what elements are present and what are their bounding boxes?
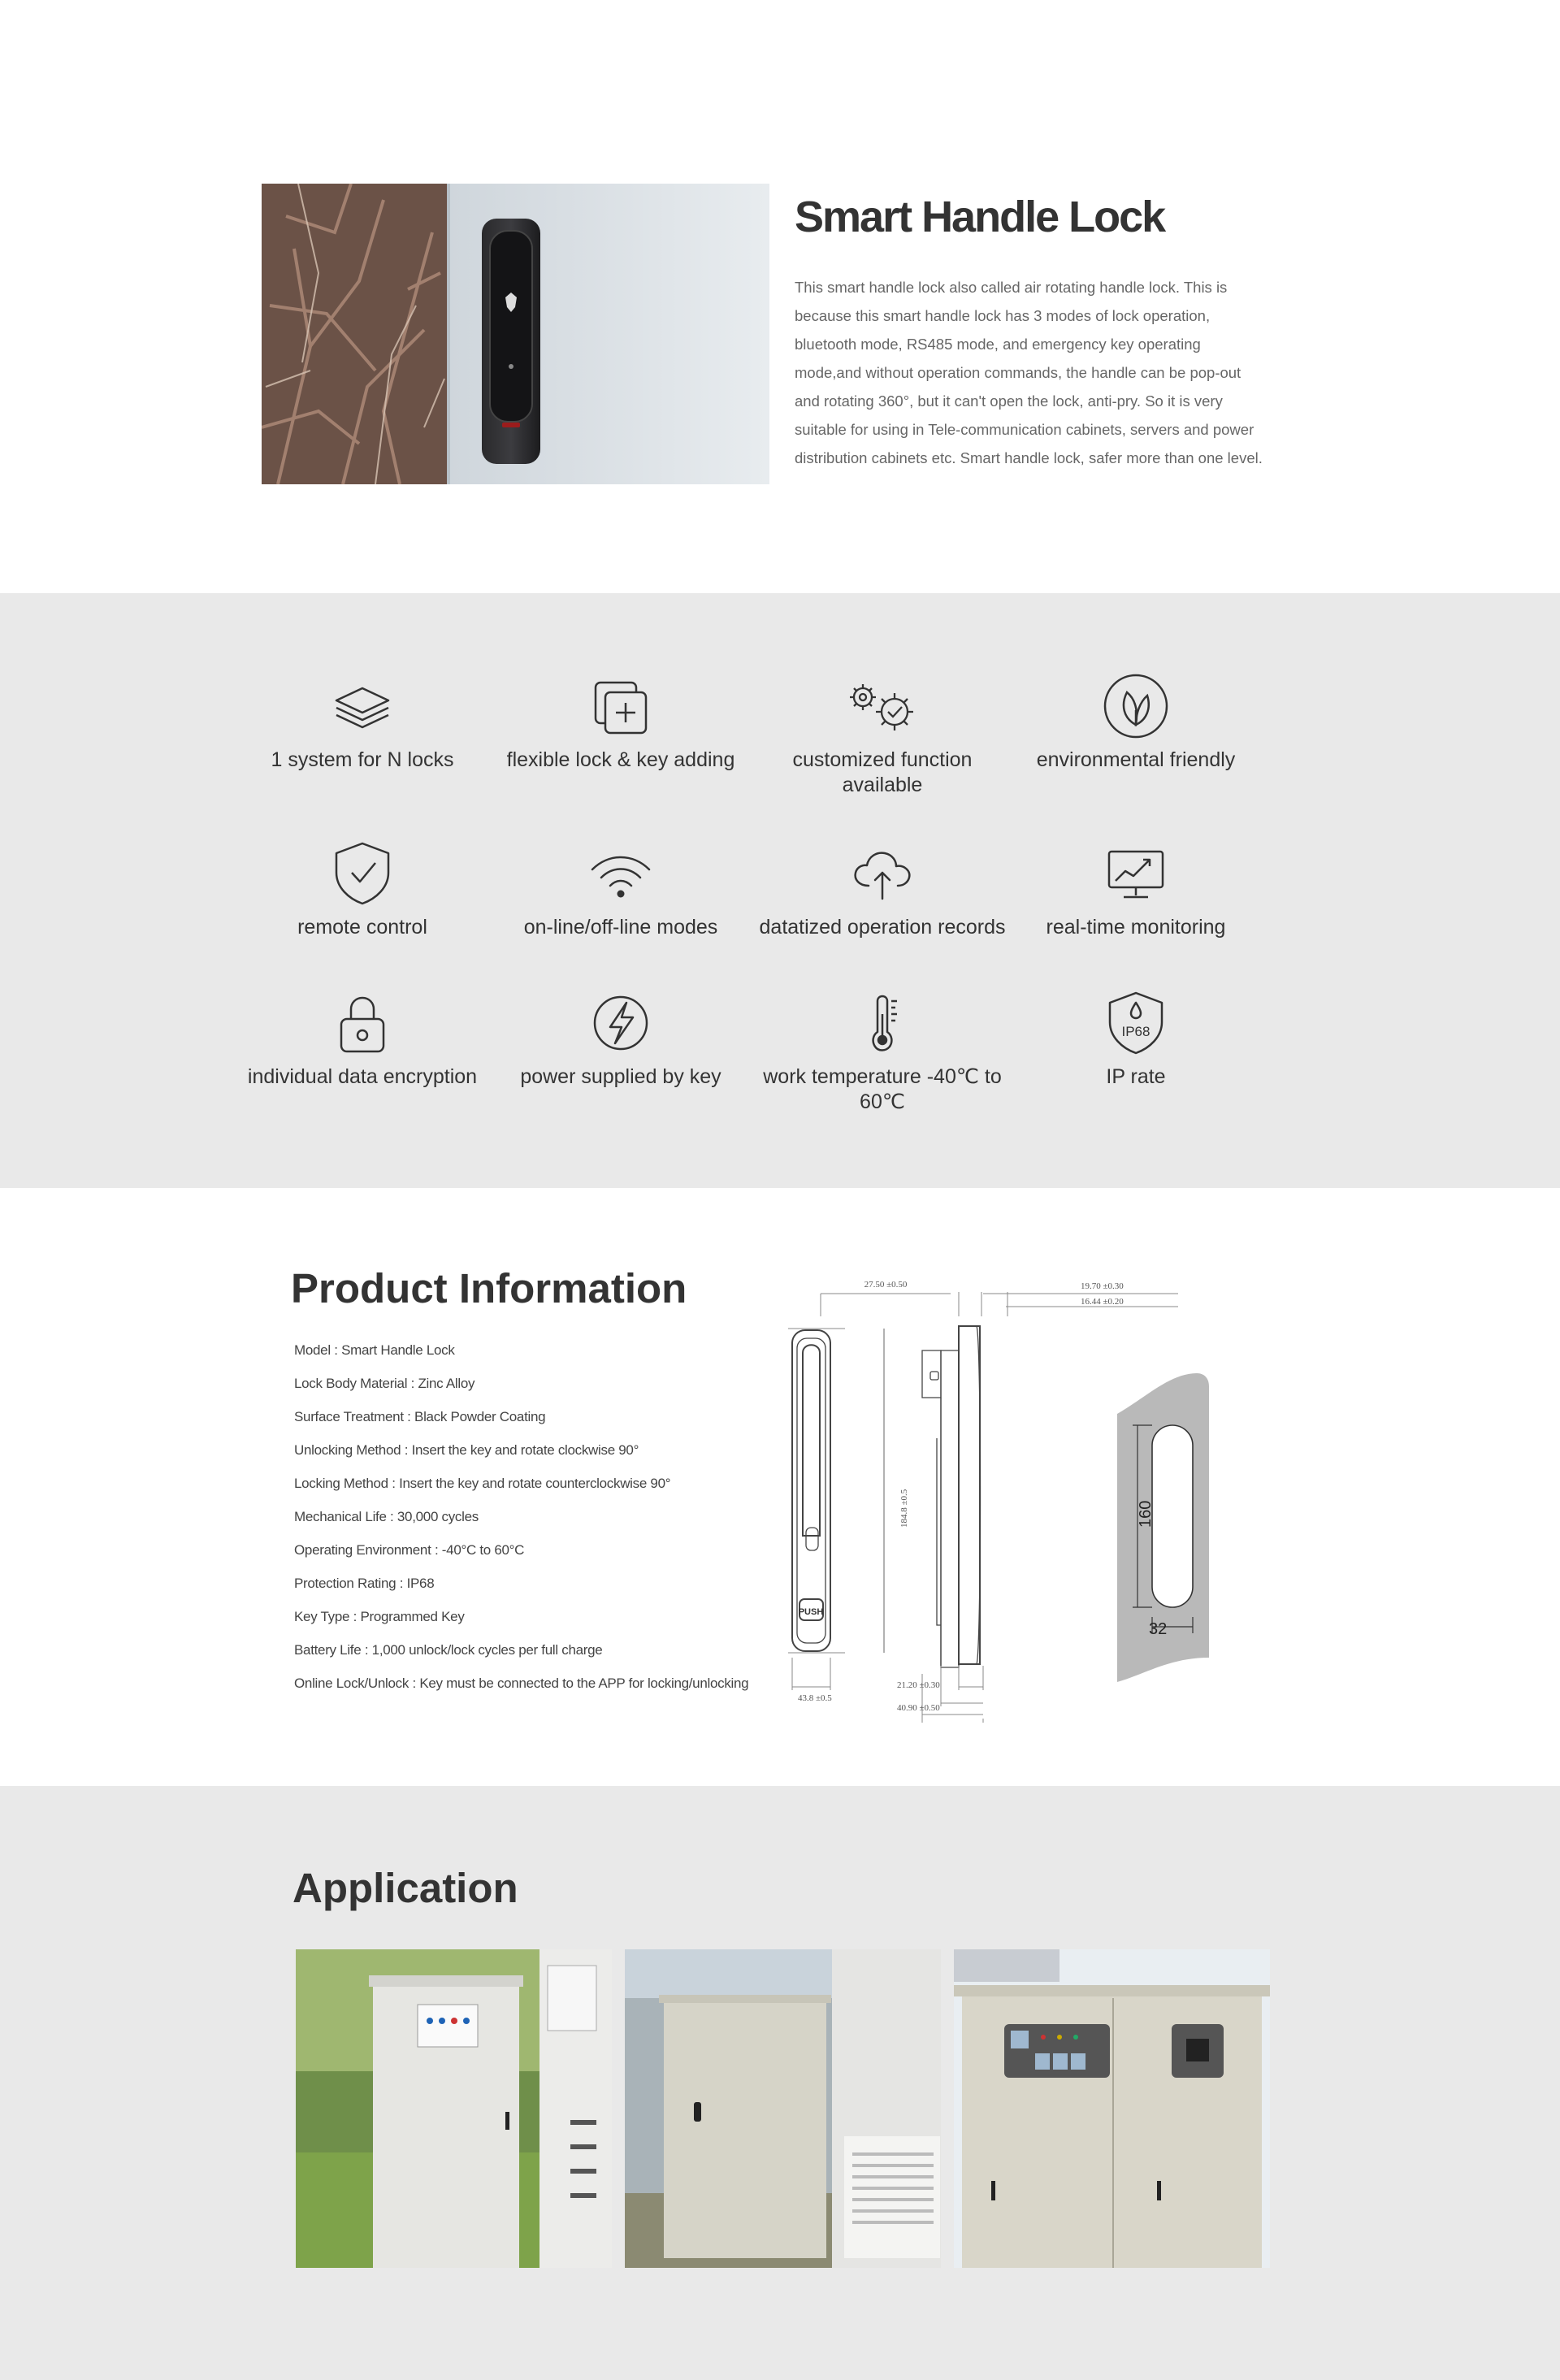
spec-key: Key Type <box>294 1609 350 1624</box>
application-photo-1 <box>296 1949 612 2268</box>
smart-handle-lock-photo <box>262 184 769 484</box>
hero-product-image <box>262 184 769 484</box>
wifi-icon <box>587 840 654 907</box>
spec-row: Locking Method : Insert the key and rotate counterclockwise 90° <box>294 1476 671 1491</box>
spec-row: Battery Life : 1,000 unlock/lock cycles per full charge <box>294 1642 603 1658</box>
feature-item <box>752 990 1012 1115</box>
cloud-upload-icon <box>849 840 916 907</box>
padlock-icon <box>329 990 396 1056</box>
hero-section <box>0 0 1560 593</box>
spec-value: IP68 <box>406 1576 435 1591</box>
svg-text:IP68: IP68 <box>1121 1024 1150 1039</box>
application-photo-3 <box>954 1949 1270 2268</box>
spec-key: Protection Rating <box>294 1576 396 1591</box>
cutout-height-label: 160 <box>1137 1500 1155 1528</box>
lightning-icon <box>587 990 654 1056</box>
hero-title: Smart Handle Lock <box>795 193 1165 241</box>
feature-label: on-line/off-line modes <box>523 916 718 939</box>
feature-label: real-time monitoring <box>1046 916 1226 939</box>
spec-row: Key Type : Programmed Key <box>294 1609 465 1624</box>
dimension-label: 19.70 ±0.30 <box>1081 1281 1124 1291</box>
spec-row: Model : Smart Handle Lock <box>294 1342 455 1358</box>
cutout-width-label: 32 <box>1149 1620 1168 1638</box>
feature-item <box>752 840 1012 940</box>
feature-label: IP rate <box>1106 1065 1166 1088</box>
gears-check-icon <box>834 673 931 739</box>
spec-value: Key must be connected to the APP for locking/unlocking <box>419 1676 749 1691</box>
hero-description: This smart handle lock also called air rotating handle lock. This is because this smart handle lock has 3 modes of lock operation, bluetooth mode, RS485 mode, and emergency key operating mode,and without operation commands, the handle can be pop-out and rotating 360°, but it can't open the lock, anti-pry. So it is very suitable for using in Tele-communication cabinets, servers and power distribution cabinets etc. Smart handle lock, safer more than one level. <box>795 279 1263 466</box>
feature-label: 1 system for N locks <box>271 748 454 771</box>
spec-row: Lock Body Material : Zinc Alloy <box>294 1376 475 1391</box>
product-info-title: Product Information <box>291 1265 687 1311</box>
feature-item <box>491 673 751 773</box>
dimension-label: 16.44 ±0.20 <box>1081 1297 1124 1307</box>
feature-label: customized function available <box>792 748 973 796</box>
spec-value: Insert the key and rotate clockwise 90° <box>411 1442 639 1458</box>
feature-label: work temperature -40℃ to 60℃ <box>763 1065 1002 1113</box>
spec-value: 30,000 cycles <box>396 1509 479 1524</box>
thermometer-icon <box>849 990 916 1056</box>
feature-item <box>1006 673 1266 773</box>
leaf-icon <box>1103 673 1169 739</box>
spec-row: Surface Treatment : Black Powder Coating <box>294 1409 546 1424</box>
spec-value: Zinc Alloy <box>418 1376 475 1391</box>
feature-item <box>232 840 492 940</box>
outdoor-cabinet-photo-2 <box>625 1949 941 2268</box>
feature-label: power supplied by key <box>520 1065 722 1088</box>
spec-key: Operating Environment <box>294 1542 431 1558</box>
spec-key: Model <box>294 1342 331 1358</box>
spec-row: Operating Environment : -40°C to 60°C <box>294 1542 525 1558</box>
feature-item <box>1006 990 1266 1090</box>
feature-item <box>232 673 492 773</box>
application-photo-2 <box>625 1949 941 2268</box>
spec-key: Unlocking Method <box>294 1442 401 1458</box>
spec-key: Lock Body Material <box>294 1376 408 1391</box>
dimension-label: 43.8 ±0.5 <box>798 1693 832 1703</box>
spec-key: Locking Method <box>294 1476 388 1491</box>
shield-check-icon <box>329 840 396 907</box>
spec-value: Black Powder Coating <box>414 1409 546 1424</box>
feature-item <box>491 840 751 940</box>
dimension-label: 27.50 ±0.50 <box>864 1280 908 1290</box>
spec-row: Protection Rating : IP68 <box>294 1576 435 1591</box>
spec-key: Surface Treatment <box>294 1409 404 1424</box>
feature-label: environmental friendly <box>1036 748 1236 771</box>
add-copy-icon <box>587 673 654 739</box>
dimension-label: 21.20 ±0.30 <box>897 1680 940 1690</box>
feature-label: individual data encryption <box>247 1065 478 1088</box>
spec-value: Insert the key and rotate counterclockwise 90° <box>399 1476 671 1491</box>
spec-row: Online Lock/Unlock : Key must be connected to the APP for locking/unlocking <box>294 1676 749 1691</box>
spec-key: Online Lock/Unlock <box>294 1676 410 1691</box>
feature-item <box>232 990 492 1090</box>
feature-label: remote control <box>297 916 427 939</box>
spec-key: Mechanical Life <box>294 1509 387 1524</box>
spec-row: Mechanical Life : 30,000 cycles <box>294 1509 479 1524</box>
dimension-label: 40.90 ±0.50 <box>897 1703 940 1713</box>
application-title: Application <box>292 1865 518 1911</box>
spec-value: Programmed Key <box>360 1609 465 1624</box>
spec-key: Battery Life <box>294 1642 362 1658</box>
spec-row: Unlocking Method : Insert the key and rotate clockwise 90° <box>294 1442 639 1458</box>
ip68-shield-icon <box>1103 990 1169 1056</box>
dimension-label: 184.8 ±0.5 <box>899 1489 909 1528</box>
feature-label: flexible lock & key adding <box>506 748 735 771</box>
push-label: PUSH <box>798 1607 824 1617</box>
product-info-section <box>0 1188 1560 1786</box>
spec-value: 1,000 unlock/lock cycles per full charge <box>371 1642 603 1658</box>
feature-item <box>1006 840 1266 940</box>
layers-icon <box>329 673 396 739</box>
spec-value: Smart Handle Lock <box>341 1342 455 1358</box>
technical-drawing <box>788 1268 1276 1723</box>
spec-value: -40°C to 60°C <box>441 1542 525 1558</box>
outdoor-cabinet-photo-1 <box>296 1949 612 2268</box>
monitor-chart-icon <box>1103 840 1169 907</box>
outdoor-cabinet-photo-3 <box>954 1949 1270 2268</box>
feature-item <box>752 673 1012 798</box>
feature-item <box>491 990 751 1090</box>
feature-label: datatized operation records <box>759 916 1006 939</box>
